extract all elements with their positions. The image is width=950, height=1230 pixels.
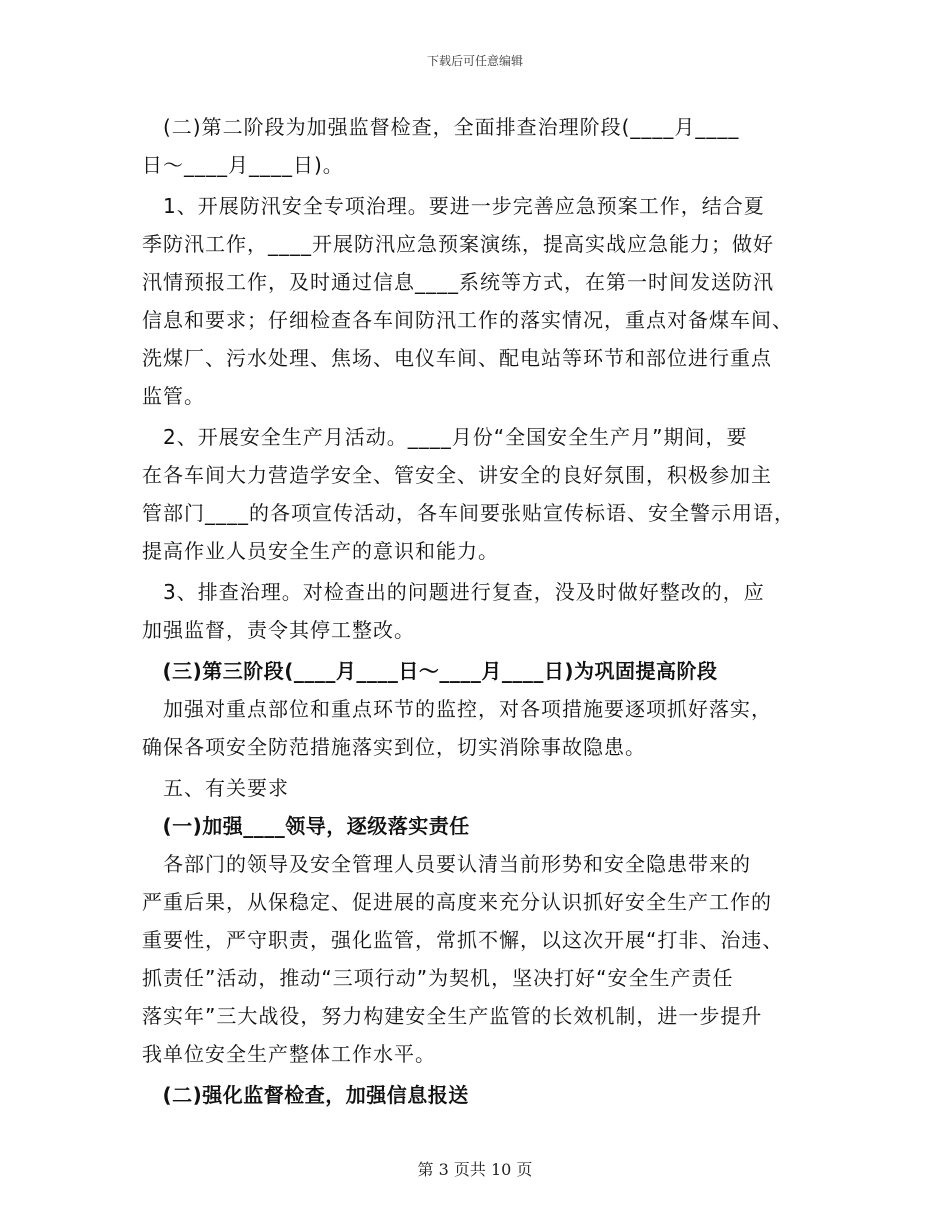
text-line: 日～____月____日)。	[142, 153, 344, 177]
text-line: 在各车间大力营造学安全、管安全、讲安全的良好氛围，积极参加主	[142, 463, 772, 487]
text-line: (二)第二阶段为加强监督检查，全面排查治理阶段(____月____	[142, 115, 740, 139]
text-line: 信息和要求；仔细检查各车间防汛工作的落实情况，重点对备煤车间、	[142, 308, 793, 332]
text-line: 汛情预报工作，及时通过信息____系统等方式，在第一时间发送防汛	[142, 270, 774, 294]
page-footer: 第 3 页共 10 页	[417, 1160, 533, 1179]
text-line: 我单位安全生产整体工作水平。	[142, 1042, 436, 1066]
text-line: 严重后果，从保稳定、促进展的高度来充分认识抓好安全生产工作的	[142, 890, 772, 914]
section-heading: (三)第三阶段(____月____日～____月____日)为巩固提高阶段	[142, 659, 718, 683]
text-line: 各部门的领导及安全管理人员要认清当前形势和安全隐患带来的	[142, 852, 751, 876]
text-line: 落实年”三大战役，努力构建安全生产监管的长效机制，进一步提升	[142, 1004, 763, 1028]
section-heading: (二)强化监督检查，加强信息报送	[142, 1083, 469, 1107]
section-heading: 五、有关要求	[142, 776, 289, 800]
text-line: 提高作业人员安全生产的意识和能力。	[142, 539, 499, 563]
text-line: 抓责任”活动，推动“三项行动”为契机，坚决打好“安全生产责任	[142, 966, 734, 990]
text-line: 季防汛工作，____开展防汛应急预案演练，提高实战应急能力；做好	[142, 232, 774, 256]
text-line: 洗煤厂、污水处理、焦场、电仪车间、配电站等环节和部位进行重点	[142, 346, 772, 370]
text-line: 2、开展安全生产月活动。____月份“全国安全生产月”期间，要	[142, 425, 748, 449]
document-body	[142, 108, 808, 1114]
text-line: 1、开展防汛安全专项治理。要进一步完善应急预案工作，结合夏	[142, 194, 765, 218]
text-line: 监管。	[142, 384, 205, 408]
page-header: 下载后可任意编辑	[426, 54, 523, 68]
text-line: 加强对重点部位和重点环节的监控，对各项措施要逐项抓好落实，	[142, 697, 772, 721]
text-line: 重要性，严守职责，强化监管，常抓不懈，以这次开展“打非、治违、	[142, 928, 784, 952]
text-line: 3、排查治理。对检查出的问题进行复查，没及时做好整改的，应	[142, 580, 765, 604]
text-line: 加强监督，责令其停工整改。	[142, 618, 415, 642]
text-line: 管部门____的各项宣传活动，各车间要张贴宣传标语、安全警示用语，	[142, 501, 795, 525]
section-heading: (一)加强____领导，逐级落实责任	[142, 814, 470, 838]
text-line: 确保各项安全防范措施落实到位，切实消除事故隐患。	[142, 735, 646, 759]
